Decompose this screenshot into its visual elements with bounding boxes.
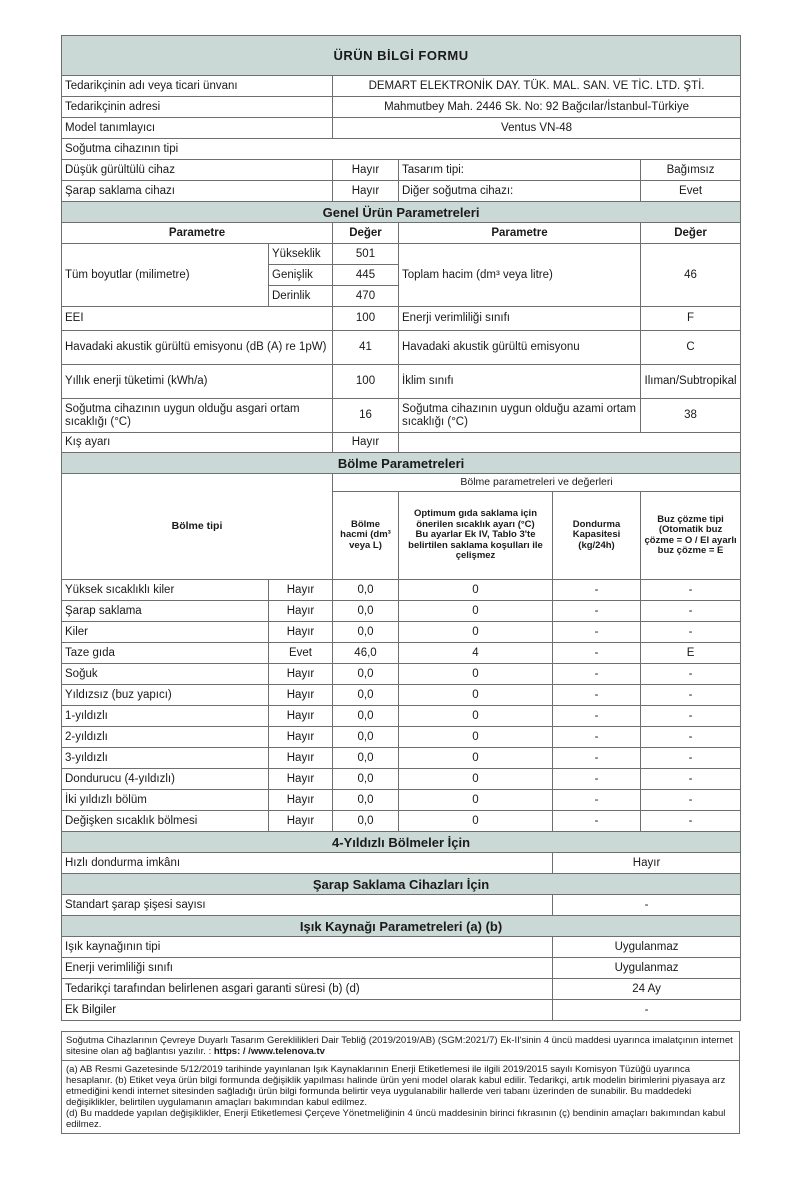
compartment-defrost: - xyxy=(641,748,741,769)
compartment-present: Hayır xyxy=(269,706,333,727)
light-param-row xyxy=(62,1000,741,1021)
compartment-name: Şarap saklama xyxy=(62,601,269,622)
appliance-type-label: Soğutma cihazının tipi xyxy=(62,139,741,160)
dimension-width-label: Genişlik xyxy=(269,265,333,286)
total-volume-value: 46 xyxy=(641,244,741,307)
compartment-freeze: - xyxy=(553,664,641,685)
dimension-depth-value: 470 xyxy=(333,286,399,307)
compartment-row xyxy=(62,790,741,811)
winter-setting-value: Hayır xyxy=(333,433,399,453)
compartment-name: Taze gıda xyxy=(62,643,269,664)
supplier-name-value: DEMART ELEKTRONİK DAY. TÜK. MAL. SAN. VE TİC. LTD. ŞTİ. xyxy=(333,76,741,97)
compartment-volume: 0,0 xyxy=(333,790,399,811)
general-section-header: Genel Ürün Parametreleri xyxy=(62,202,741,223)
design-type-value: Bağımsız xyxy=(641,160,741,181)
compartment-volume: 0,0 xyxy=(333,706,399,727)
compartment-freeze: - xyxy=(553,580,641,601)
compartment-freeze: - xyxy=(553,811,641,832)
compartment-volume: 0,0 xyxy=(333,748,399,769)
compartment-present: Hayır xyxy=(269,769,333,790)
general-param-row xyxy=(62,399,741,433)
compartment-defrost: - xyxy=(641,769,741,790)
low-noise-label: Düşük gürültülü cihaz xyxy=(62,160,333,181)
footnote-d: (d) Bu maddede yapılan değişiklikler, Enerji Etiketlemesi Çerçeve Yönetmeliğinin 4 üncü maddesinin birinci fıkrasının (ç) bendinin amaçları bakımından kabul edilmez. xyxy=(66,1108,726,1130)
main-footnote-text: Soğutma Cihazlarının Çevreye Duyarlı Tasarım Gereklilikleri Dair Tebliğ (2019/2019/AB) (SGM:2021/7) Ek-II'sinin 4 üncü maddesi uyarınca imalatçının internet sitesine olan ağ bağlantısı yazılır. : xyxy=(66,1035,733,1057)
compartment-defrost: - xyxy=(641,601,741,622)
compartment-row xyxy=(62,643,741,664)
compartment-defrost: E xyxy=(641,643,741,664)
compartment-freeze: - xyxy=(553,643,641,664)
compartment-volume: 0,0 xyxy=(333,811,399,832)
light-type-label: Işık kaynağının tipi xyxy=(62,937,553,958)
compartment-name: Yıldızsız (buz yapıcı) xyxy=(62,685,269,706)
dimension-width-value: 445 xyxy=(333,265,399,286)
compartment-name: İki yıldızlı bölüm xyxy=(62,790,269,811)
dimensions-label: Tüm boyutlar (milimetre) xyxy=(62,244,269,307)
wine-storage-label: Şarap saklama cihazı xyxy=(62,181,333,202)
compartment-volume: 46,0 xyxy=(333,643,399,664)
compartment-temp: 0 xyxy=(399,748,553,769)
supplier-row xyxy=(62,76,741,97)
compartment-row xyxy=(62,601,741,622)
compartment-present: Hayır xyxy=(269,622,333,643)
model-id-label: Model tanımlayıcı xyxy=(62,118,333,139)
compartment-row xyxy=(62,811,741,832)
min-ambient-temp-value: 16 xyxy=(333,399,399,433)
compartment-name: Soğuk xyxy=(62,664,269,685)
model-id-value: Ventus VN-48 xyxy=(333,118,741,139)
compartment-present: Hayır xyxy=(269,580,333,601)
form-table xyxy=(61,35,741,1021)
fast-freeze-label: Hızlı dondurma imkânı xyxy=(62,853,553,874)
noise-db-label: Havadaki akustik gürültü emisyonu (dB (A) re 1pW) xyxy=(62,331,333,365)
dimension-height-value: 501 xyxy=(333,244,399,265)
compartment-defrost: - xyxy=(641,811,741,832)
supplier-name-label: Tedarikçinin adı veya ticari ünvanı xyxy=(62,76,333,97)
dimension-height-label: Yükseklik xyxy=(269,244,333,265)
wine-bottle-count-value: - xyxy=(553,895,741,916)
compartment-volume: 0,0 xyxy=(333,769,399,790)
compartment-row xyxy=(62,706,741,727)
compartment-temp: 0 xyxy=(399,601,553,622)
compartment-volume: 0,0 xyxy=(333,727,399,748)
compartment-freeze: - xyxy=(553,769,641,790)
compartment-defrost: - xyxy=(641,664,741,685)
compartment-freeze: - xyxy=(553,685,641,706)
compartment-present: Hayır xyxy=(269,685,333,706)
compartment-name: Yüksek sıcaklıklı kiler xyxy=(62,580,269,601)
compartment-row xyxy=(62,748,741,769)
light-param-row xyxy=(62,979,741,1000)
compartment-temp-header-line2: Bu ayarlar Ek IV, Tablo 3'te belirtilen saklama koşulları ile çelişmez xyxy=(408,529,543,562)
light-param-row xyxy=(62,937,741,958)
compartment-freeze: - xyxy=(553,622,641,643)
footnote-list xyxy=(61,1061,740,1134)
wine-section-header: Şarap Saklama Cihazları İçin xyxy=(62,874,741,895)
annual-energy-value: 100 xyxy=(333,365,399,399)
compartment-volume: 0,0 xyxy=(333,664,399,685)
compartment-present: Hayır xyxy=(269,790,333,811)
compartment-present: Hayır xyxy=(269,727,333,748)
general-param-row xyxy=(62,331,741,365)
column-header-parameter: Parametre xyxy=(399,223,641,244)
compartment-rows xyxy=(62,580,741,832)
compartment-row xyxy=(62,622,741,643)
compartment-name: 3-yıldızlı xyxy=(62,748,269,769)
compartment-freeze-header: Dondurma Kapasitesi (kg/24h) xyxy=(553,492,641,580)
column-header-value: Değer xyxy=(333,223,399,244)
compartment-type-header: Bölme tipi xyxy=(62,474,333,580)
other-appliance-value: Evet xyxy=(641,181,741,202)
supplier-address-label: Tedarikçinin adresi xyxy=(62,97,333,118)
compartment-defrost-header: Buz çözme tipi (Otomatik buz çözme = O / El ayarlı buz çözme = E xyxy=(641,492,741,580)
wine-bottle-count-label: Standart şarap şişesi sayısı xyxy=(62,895,553,916)
light-type-value: Uygulanmaz xyxy=(553,937,741,958)
max-ambient-temp-label: Soğutma cihazının uygun olduğu azami ortam sıcaklığı (°C) xyxy=(399,399,641,433)
compartment-defrost: - xyxy=(641,790,741,811)
compartment-defrost: - xyxy=(641,685,741,706)
compartment-defrost: - xyxy=(641,706,741,727)
winter-setting-label: Kış ayarı xyxy=(62,433,333,453)
compartment-temp: 0 xyxy=(399,685,553,706)
compartment-present: Hayır xyxy=(269,664,333,685)
form-title: ÜRÜN BİLGİ FORMU xyxy=(62,36,741,76)
compartment-name: Değişken sıcaklık bölmesi xyxy=(62,811,269,832)
light-section-header: Işık Kaynağı Parametreleri (a) (b) xyxy=(62,916,741,937)
general-param-row xyxy=(62,365,741,399)
additional-info-value: - xyxy=(553,1000,741,1021)
compartment-temp: 0 xyxy=(399,769,553,790)
wine-storage-value: Hayır xyxy=(333,181,399,202)
compartment-volume: 0,0 xyxy=(333,601,399,622)
footnote-a-b: (a) AB Resmi Gazetesinde 5/12/2019 tarihinde yayınlanan Işık Kaynaklarının Enerji Etiketlemesi ile ilgili 2019/2015 sayılı Komisyon Tüzüğü uyarınca hesaplanır. (b) Etiket veya ürün bilgi formunda değişiklik yapılması halinde ürün yeni model olarak kabul edilir. Tedarikçi, artık modelin birimlerini piyasaya arz etmediğini kendi internet sitesinden sağladığı ürün bilgi formunda belirtir veya uygulanabilir hallerde veri tabanı üzerinden de sunabilir. Bu maddedeki değişiklikler, belirtilen uygulamanın amaçları bakımından kabul edilmez. xyxy=(66,1064,726,1108)
compartment-group-header: Bölme parametreleri ve değerleri xyxy=(333,474,741,492)
warranty-label: Tedarikçi tarafından belirlenen asgari garanti süresi (b) (d) xyxy=(62,979,553,1000)
compartment-row xyxy=(62,664,741,685)
website-link[interactable]: https: / /www.telenova.tv xyxy=(213,1046,325,1057)
compartment-section-header: Bölme Parametreleri xyxy=(62,453,741,474)
noise-db-value: 41 xyxy=(333,331,399,365)
warranty-value: 24 Ay xyxy=(553,979,741,1000)
compartment-present: Hayır xyxy=(269,748,333,769)
compartment-temp: 4 xyxy=(399,643,553,664)
compartment-temp: 0 xyxy=(399,706,553,727)
low-noise-value: Hayır xyxy=(333,160,399,181)
energy-class-label: Enerji verimliliği sınıfı xyxy=(399,307,641,331)
compartment-name: Dondurucu (4-yıldızlı) xyxy=(62,769,269,790)
climate-class-value: Ilıman/Subtropikal xyxy=(641,365,741,399)
light-energy-class-label: Enerji verimliliği sınıfı xyxy=(62,958,553,979)
appliance-type-row xyxy=(62,160,741,181)
compartment-defrost: - xyxy=(641,580,741,601)
noise-class-value: C xyxy=(641,331,741,365)
compartment-freeze: - xyxy=(553,790,641,811)
compartment-row xyxy=(62,727,741,748)
supplier-row xyxy=(62,118,741,139)
compartment-temp-header xyxy=(399,492,553,580)
supplier-row xyxy=(62,97,741,118)
compartment-freeze: - xyxy=(553,748,641,769)
main-footnote xyxy=(61,1031,740,1061)
compartment-volume: 0,0 xyxy=(333,685,399,706)
compartment-present: Hayır xyxy=(269,811,333,832)
fast-freeze-value: Hayır xyxy=(553,853,741,874)
column-header-parameter: Parametre xyxy=(62,223,333,244)
empty-cell xyxy=(399,433,741,453)
eei-label: EEI xyxy=(62,307,333,331)
compartment-freeze: - xyxy=(553,727,641,748)
compartment-temp: 0 xyxy=(399,790,553,811)
compartment-name: 2-yıldızlı xyxy=(62,727,269,748)
compartment-temp: 0 xyxy=(399,622,553,643)
compartment-temp: 0 xyxy=(399,580,553,601)
total-volume-label: Toplam hacim (dm³ veya litre) xyxy=(399,244,641,307)
compartment-temp-header-line1: Optimum gıda saklama için önerilen sıcaklık ayarı (°C) xyxy=(413,508,537,530)
general-param-row xyxy=(62,307,741,331)
light-param-row xyxy=(62,958,741,979)
compartment-freeze: - xyxy=(553,706,641,727)
supplier-address-value: Mahmutbey Mah. 2446 Sk. No: 92 Bağcılar/İstanbul-Türkiye xyxy=(333,97,741,118)
footnotes xyxy=(61,1031,740,1134)
min-ambient-temp-label: Soğutma cihazının uygun olduğu asgari ortam sıcaklığı (°C) xyxy=(62,399,333,433)
column-header-value: Değer xyxy=(641,223,741,244)
compartment-temp: 0 xyxy=(399,811,553,832)
other-appliance-label: Diğer soğutma cihazı: xyxy=(399,181,641,202)
noise-class-label: Havadaki akustik gürültü emisyonu xyxy=(399,331,641,365)
compartment-defrost: - xyxy=(641,727,741,748)
compartment-freeze: - xyxy=(553,601,641,622)
compartment-temp: 0 xyxy=(399,664,553,685)
compartment-row xyxy=(62,580,741,601)
compartment-defrost: - xyxy=(641,622,741,643)
annual-energy-label: Yıllık enerji tüketimi (kWh/a) xyxy=(62,365,333,399)
compartment-volume: 0,0 xyxy=(333,580,399,601)
compartment-present: Hayır xyxy=(269,601,333,622)
light-energy-class-value: Uygulanmaz xyxy=(553,958,741,979)
compartment-row xyxy=(62,685,741,706)
additional-info-label: Ek Bilgiler xyxy=(62,1000,553,1021)
climate-class-label: İklim sınıfı xyxy=(399,365,641,399)
max-ambient-temp-value: 38 xyxy=(641,399,741,433)
dimension-depth-label: Derinlik xyxy=(269,286,333,307)
appliance-type-row xyxy=(62,181,741,202)
compartment-row xyxy=(62,769,741,790)
compartment-volume: 0,0 xyxy=(333,622,399,643)
energy-class-value: F xyxy=(641,307,741,331)
eei-value: 100 xyxy=(333,307,399,331)
compartment-volume-header: Bölme hacmi (dm³ veya L) xyxy=(333,492,399,580)
four-star-section-header: 4-Yıldızlı Bölmeler İçin xyxy=(62,832,741,853)
compartment-present: Evet xyxy=(269,643,333,664)
compartment-name: Kiler xyxy=(62,622,269,643)
design-type-label: Tasarım tipi: xyxy=(399,160,641,181)
compartment-name: 1-yıldızlı xyxy=(62,706,269,727)
product-info-form xyxy=(61,35,740,1021)
compartment-temp: 0 xyxy=(399,727,553,748)
